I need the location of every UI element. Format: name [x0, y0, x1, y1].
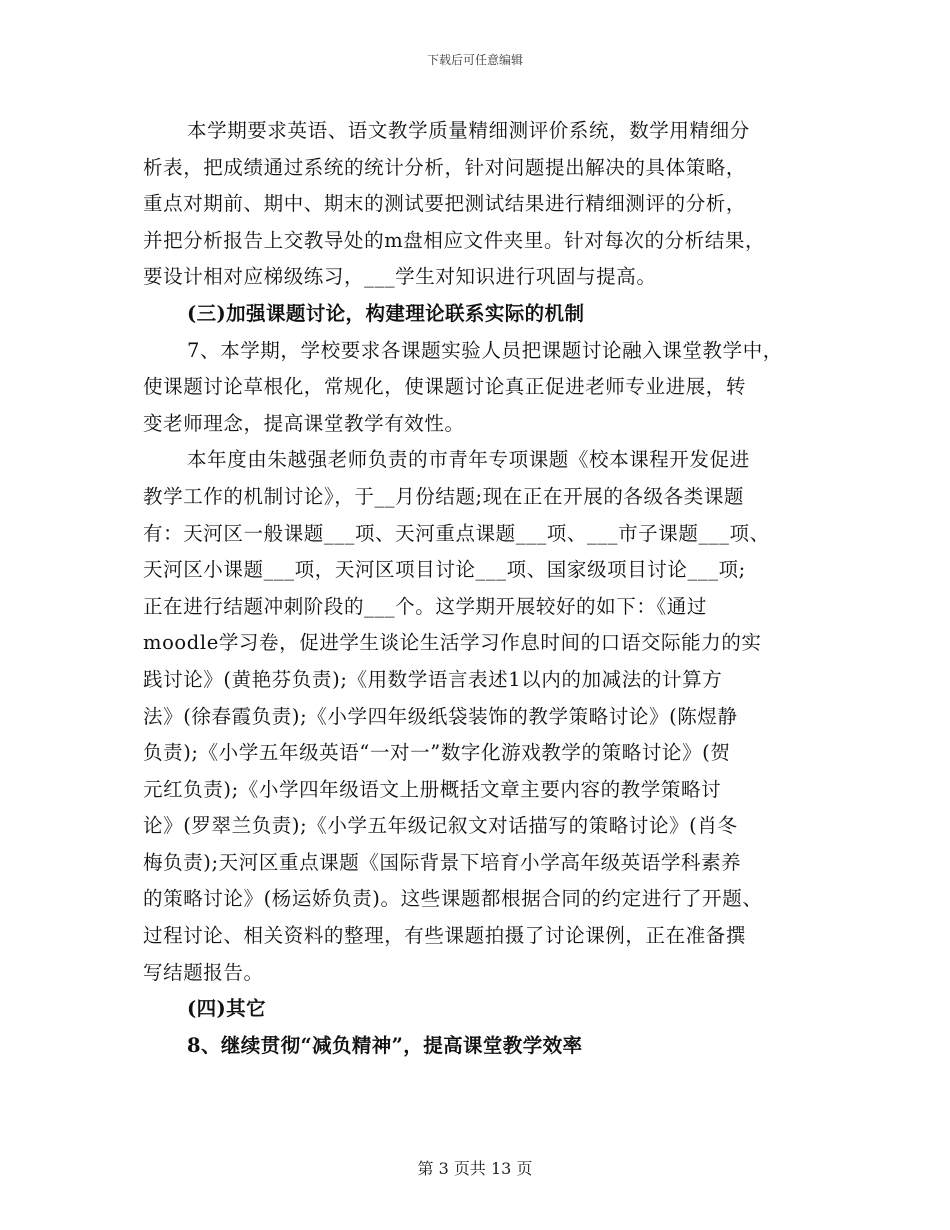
body-line: 梅负责);天河区重点课题《国际背景下培育小学高年级英语学科素养 [143, 850, 742, 874]
body-line: 并把分析报告上交教导处的m盘相应文件夹里。针对每次的分析结果， [143, 228, 766, 252]
body-line: 负责);《小学五年级英语“一对一”数字化游戏教学的策略讨论》(贺 [143, 741, 731, 765]
body-line: 7、本学期，学校要求各课题实验人员把课题讨论融入课堂教学中， [187, 338, 783, 362]
body-line: moodle学习卷，促进学生谈论生活学习作息时间的口语交际能力的实 [143, 631, 762, 655]
page-header: 下载后可任意编辑 [426, 53, 523, 67]
body-line: 有：天河区一般课题___项、天河重点课题___项、___市子课题___项、 [143, 521, 770, 545]
page-footer: 第 3 页共 13 页 [417, 1159, 533, 1178]
body-line: 践讨论》(黄艳芬负责);《用数学语言表述1以内的加减法的计算方 [143, 667, 723, 691]
body-line: 法》(徐春霞负责);《小学四年级纸袋装饰的教学策略讨论》(陈煜静 [143, 704, 738, 728]
body-line: 过程讨论、相关资料的整理，有些课题拍摄了讨论课例，正在准备撰 [143, 924, 747, 948]
body-line: 析表，把成绩通过系统的统计分析，针对问题提出解决的具体策略， [143, 155, 747, 179]
body-line: 天河区小课题___项，天河区项目讨论___项、国家级项目讨论___项; [143, 558, 746, 582]
body-line: 的策略讨论》(杨运娇负责)。这些课题都根据合同的约定进行了开题、 [143, 887, 763, 911]
body-line: 本学期要求英语、语文教学质量精细测评价系统，数学用精细分 [187, 119, 750, 142]
body-line: 教学工作的机制讨论》，于__月份结题;现在正在开展的各级各类课题 [143, 484, 745, 508]
body-line: 要设计相对应梯级练习，___学生对知识进行巩固与提高。 [143, 265, 657, 289]
section-heading: (三)加强课题讨论，构建理论联系实际的机制 [187, 301, 585, 325]
body-line: 正在进行结题冲刺阶段的___个。这学期开展较好的如下：《通过 [143, 594, 708, 618]
body-line: 重点对期前、期中、期末的测试要把测试结果进行精细测评的分析， [143, 192, 747, 216]
body-line: 论》(罗翠兰负责);《小学五年级记叙文对话描写的策略讨论》(肖冬 [143, 814, 738, 838]
subsection-heading: 8、继续贯彻“减负精神”，提高课堂教学效率 [187, 1033, 583, 1057]
body-line: 本年度由朱越强老师负责的市青年专项课题《校本课程开发促进 [187, 448, 750, 472]
body-line: 使课题讨论草根化，常规化，使课题讨论真正促进老师专业进展，转 [143, 375, 747, 399]
body-line: 写结题报告。 [143, 960, 264, 984]
section-heading: (四)其它 [187, 997, 266, 1021]
body-line: 元红负责);《小学四年级语文上册概括文章主要内容的教学策略讨 [143, 777, 722, 801]
body-line: 变老师理念，提高课堂教学有效性。 [143, 411, 465, 435]
document-body [143, 113, 813, 1064]
